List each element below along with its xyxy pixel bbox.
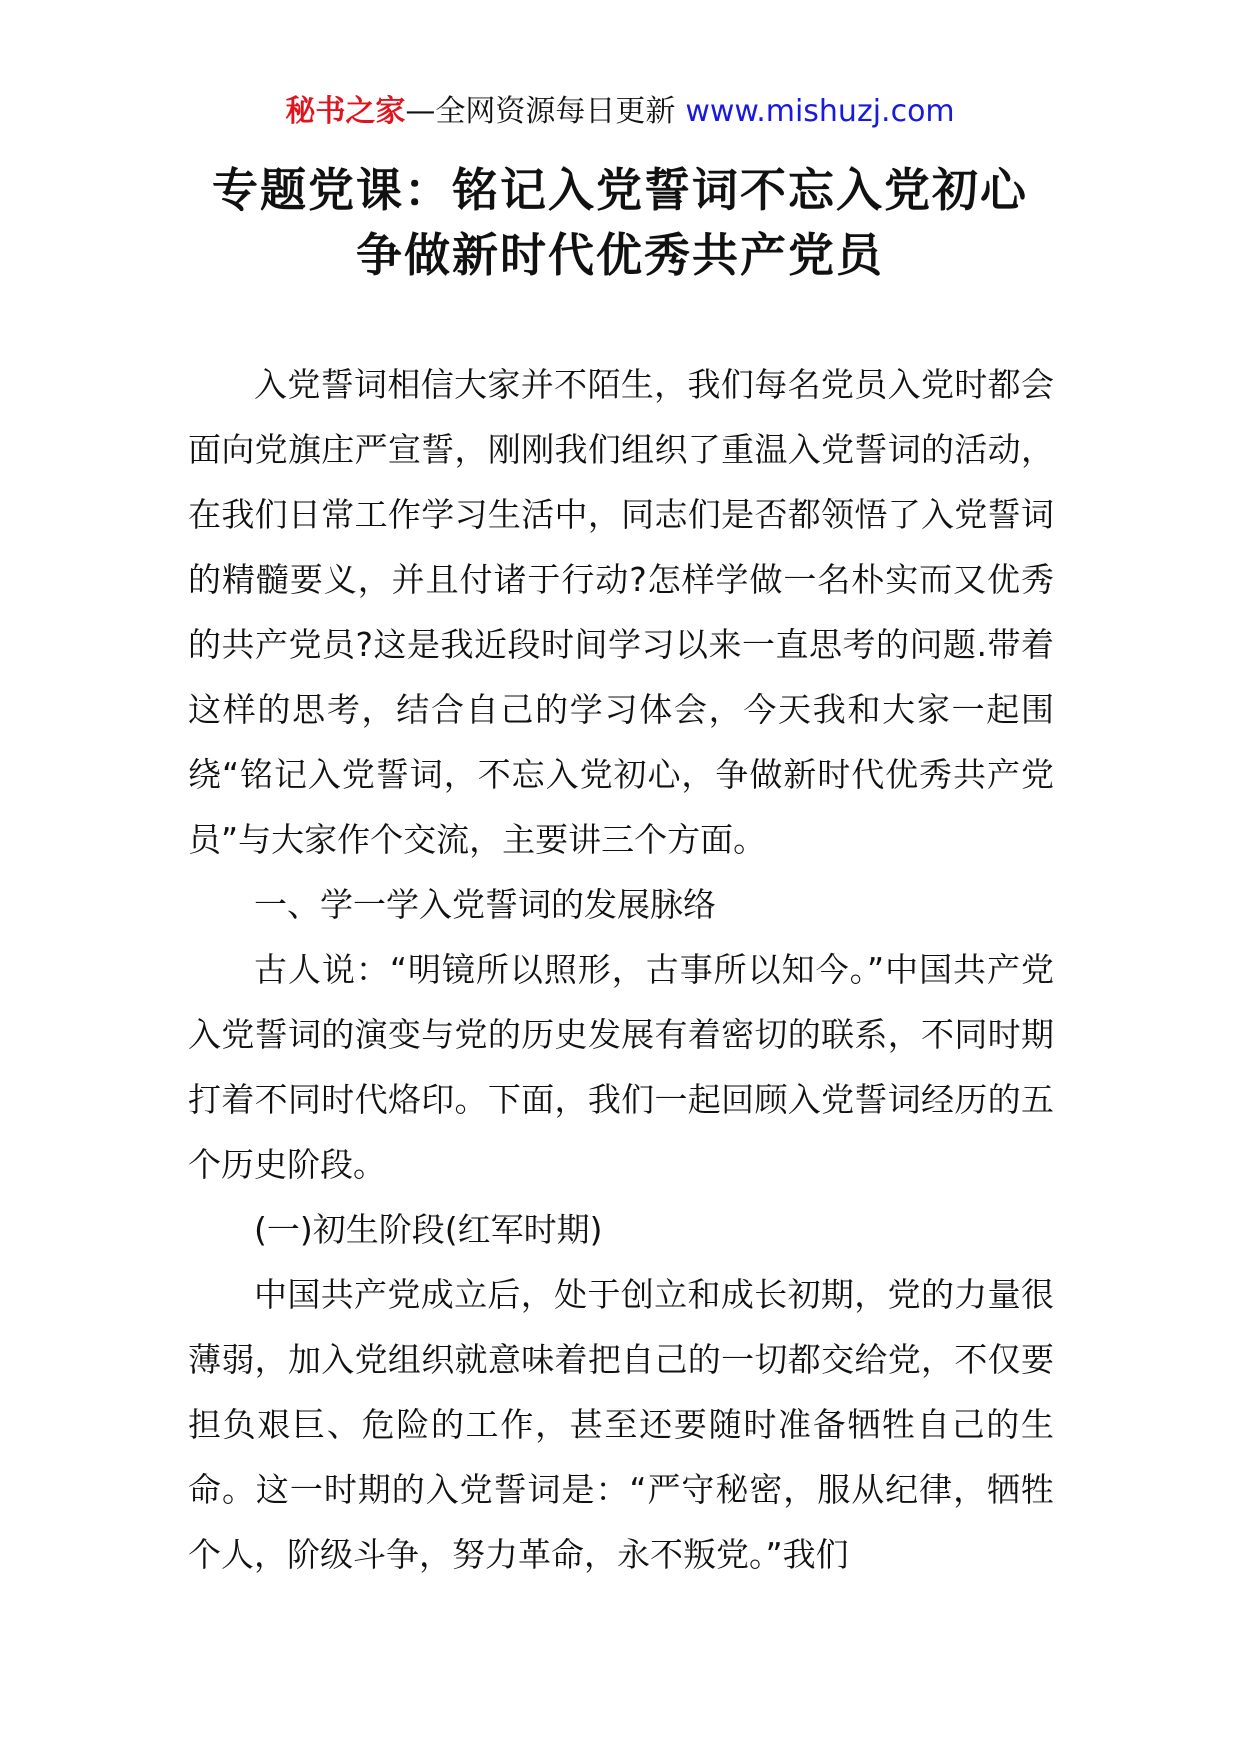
- document-title: [0, 158, 1240, 288]
- site-url-link[interactable]: www.mishuzj.com: [685, 94, 955, 129]
- paragraph-subsection-1: 中国共产党成立后，处于创立和成长初期，党的力量很薄弱，加入党组织就意味着把自己的一切都交给党，不仅要担负艰巨、危险的工作，甚至还要随时准备牺牲自己的生命。这一时期的入党誓词是：“严守秘密，服从纪律，牺牲个人，阶级斗争，努力革命，永不叛党。”我们: [188, 1275, 1054, 1574]
- paragraph-section-1-intro: 古人说：“明镜所以照形，古事所以知今。”中国共产党入党誓词的演变与党的历史发展有着密切的联系，不同时期打着不同时代烙印。下面，我们一起回顾入党誓词经历的五个历史阶段。: [188, 950, 1054, 1184]
- paragraph-intro: 入党誓词相信大家并不陌生，我们每名党员入党时都会面向党旗庄严宣誓，刚刚我们组织了重温入党誓词的活动，在我们日常工作学习生活中，同志们是否都领悟了入党誓词的精髓要义，并且付诸于行动?怎样学做一名朴实而又优秀的共产党员?这是我近段时间学习以来一直思考的问题.带着这样的思考，结合自己的学习体会，今天我和大家一起围绕“铭记入党誓词，不忘入党初心，争做新时代优秀共产党员”与大家作个交流，主要讲三个方面。: [188, 365, 1054, 859]
- brand-name: 秘书之家: [285, 94, 406, 129]
- section-heading-1: 一、学一学入党誓词的发展脉络: [254, 885, 716, 924]
- title-line-1: 专题党课：铭记入党誓词不忘入党初心: [212, 163, 1028, 217]
- site-header: [0, 92, 1240, 132]
- subsection-heading-1: (一)初生阶段(红军时期): [254, 1210, 603, 1249]
- document-body: [188, 352, 1054, 1587]
- title-line-2: 争做新时代优秀共产党员: [356, 228, 884, 282]
- site-tagline: —全网资源每日更新: [405, 94, 676, 129]
